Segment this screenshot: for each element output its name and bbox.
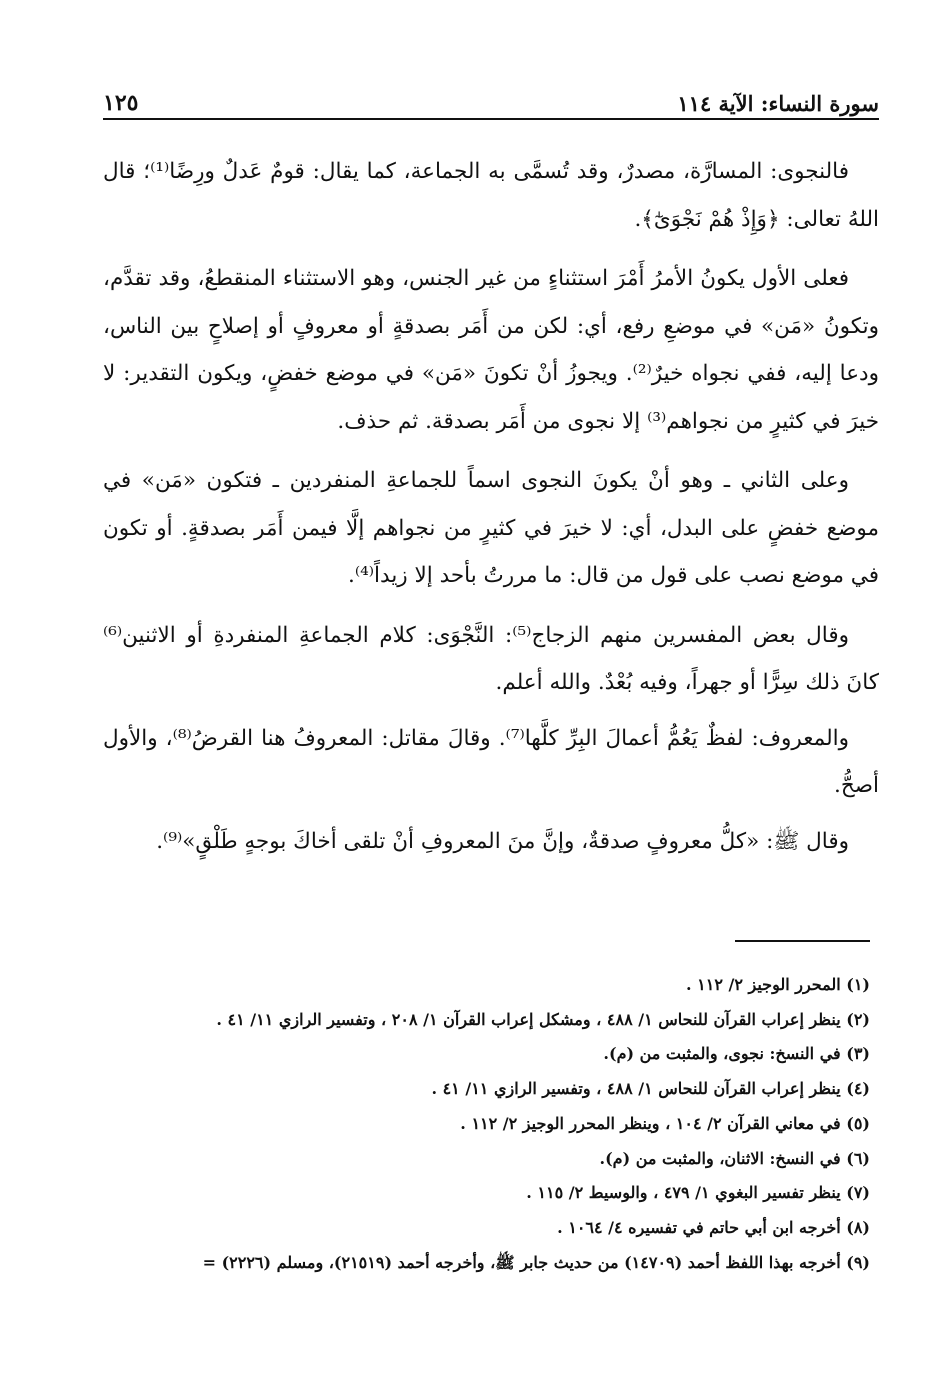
footnote-1: (١) المحرر الوجيز ٢/ ١١٢ . xyxy=(686,975,870,994)
footnotes xyxy=(103,968,870,1280)
footnote-2: (٢) ينظر إعراب القرآن للنحاس ١/ ٤٨٨ ، ومشكل إعراب القرآن ١/ ٢٠٨ ، وتفسير الرازي ١١/ ٤١ . xyxy=(216,1009,870,1029)
footnote-9: (٩) أخرجه بهذا اللفظ أحمد (١٤٧٠٩) من حديث جابر ﷺ، وأخرجه أحمد (٢١٥١٩)، ومسلم (٢٢٢٦) = xyxy=(202,1252,870,1272)
paragraph-zajjaj-opinion: وقال بعض المفسرين منهم الزجاج⁽⁵⁾: النَّجْوَى: كلام الجماعةِ المنفردةِ أو الاثنين⁽⁶⁾ كانَ ذلك سِرًّا أو جهراً، وفيه بُعْدٌ. والله أعلم. xyxy=(103,622,879,695)
paragraph-najwa-definition: فالنجوى: المسارَّة، مصدرٌ، وقد تُسمَّى به الجماعة، كما يقال: قومٌ عَدلٌ ورِضًا⁽¹⁾؛ قال اللهُ تعالى: ﴿وَإِذْ هُمْ نَجْوَىٰٓ﴾. xyxy=(103,159,879,232)
running-header xyxy=(103,80,879,116)
footnote-7: (٧) ينظر تفسير البغوي ١/ ٤٧٩ ، والوسيط ٢/ ١١٥ . xyxy=(526,1183,870,1203)
footnote-8: (٨) أخرجه ابن أبي حاتم في تفسيره ٤/ ١٠٦٤ . xyxy=(557,1217,870,1237)
paragraph-first-interpretation: فعلى الأول يكونُ الأمرُ أَمْرَ استثناءٍ من غير الجنس، وهو الاستثناء المنقطعُ، وقد تقدَّم، وتكونُ «مَن» في موضعِ رفع، أي: لكن من أَمَر بصدقةٍ أو معروفٍ أو إصلاحٍ بين الناس، ودعا إليه، ففي نجواه خيرٌ⁽²⁾. ويجوزُ أنْ تكونَ «مَن» في موضع خفضٍ، ويكون التقدير: لا خيرَ في كثيرٍ من نجواهم⁽³⁾ إلا نجوى من أَمَر بصدقة. ثم حذف. xyxy=(103,266,879,434)
footnote-divider xyxy=(735,940,870,942)
footnote-6: (٦) في النسخ: الاثنان، والمثبت من (م). xyxy=(599,1148,870,1168)
footnote-5: (٥) في معاني القرآن ٢/ ١٠٤ ، وينظر المحرر الوجيز ٢/ ١١٢ . xyxy=(460,1113,870,1133)
header-divider xyxy=(103,118,879,120)
paragraph-maruf-definition: والمعروف: لفظٌ يَعُمُّ أعمالَ البِرِّ كلَّها⁽⁷⁾. وقالَ مقاتل: المعروفُ هنا القرضُ⁽⁸⁾، والأول أصحُّ. xyxy=(103,725,879,798)
surah-verse-title: سورة النساء: الآية ١١٤ xyxy=(677,91,879,116)
paragraph-hadith: وقال ﷺ: «كلُّ معروفٍ صدقةٌ، وإنَّ منَ المعروفِ أنْ تلقى أخاكَ بوجهٍ طَلْقٍ»⁽⁹⁾. xyxy=(156,828,849,854)
main-text xyxy=(103,148,879,877)
footnote-3: (٣) في النسخ: نجوى، والمثبت من (م). xyxy=(603,1044,870,1064)
page-number: ١٢٥ xyxy=(103,90,139,116)
footnote-4: (٤) ينظر إعراب القرآن للنحاس ١/ ٤٨٨ ، وتفسير الرازي ١١/ ٤١ . xyxy=(431,1079,870,1099)
paragraph-second-interpretation: وعلى الثاني ـ وهو أنْ يكونَ النجوى اسماً للجماعةِ المنفردين ـ فتكون «مَن» في موضع خفضٍ على البدل، أي: لا خيرَ في كثيرٍ من نجواهم إلَّا فيمن أَمَر بصدقةٍ. أو تكون في موضع نصب على قول من قال: ما مررتُ بأحد إلا زيداً⁽⁴⁾. xyxy=(103,468,879,588)
